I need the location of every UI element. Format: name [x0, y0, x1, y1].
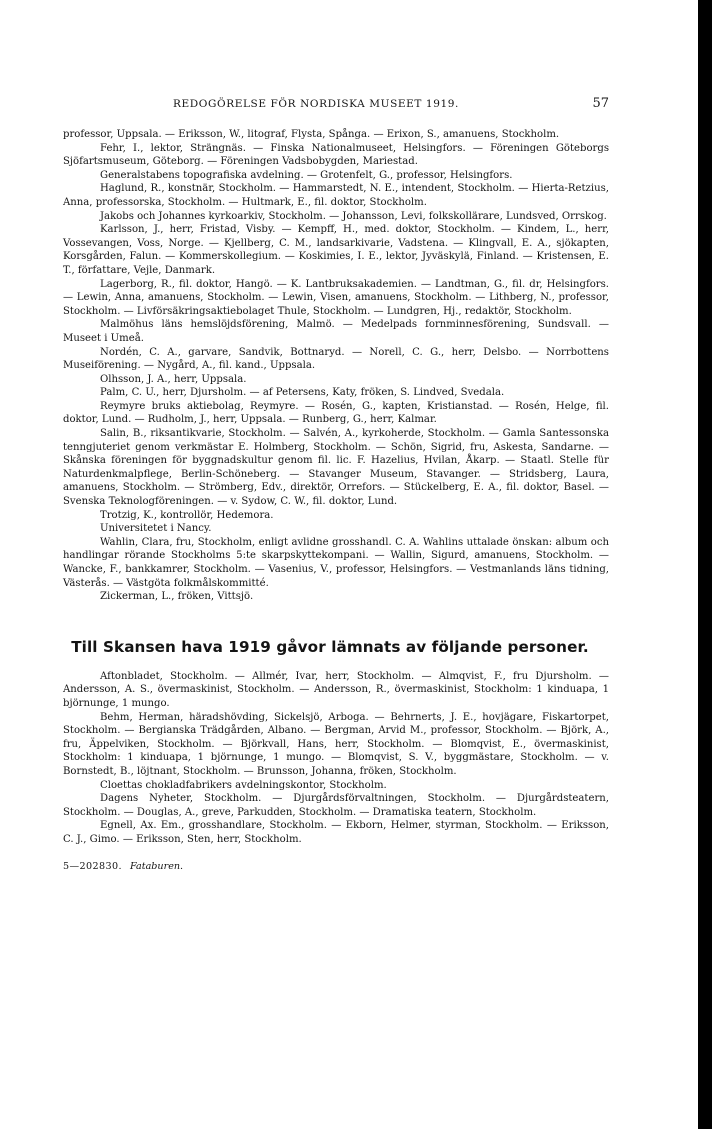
printer-signature — [63, 861, 609, 872]
paragraph: Reymyre bruks aktiebolag, Reymyre. — Rosén, G., kapten, Kristianstad. — Rosén, Helge, fil. doktor, Lund. — Rudholm, J., herr, Uppsala. — Runberg, G., herr, Kalmar. — [63, 400, 609, 426]
paragraph: Lagerborg, R., fil. doktor, Hangö. — K. Lantbruksakademien. — Landtman, G., fil. dr, Helsingfors. — Lewin, Anna, amanuens, Stockholm. — Lewin, Visen, amanuens, Stockholm. — Lithberg, N., professor, Stockholm. — Livförsäkringsaktiebolaget Thule, Stockholm. — Lundgren, Hj., redaktör, Stockholm. — [63, 278, 609, 317]
paragraph: Malmöhus läns hemslöjdsförening, Malmö. — Medelpads fornminnesförening, Sundsvall. — Museet i Umeå. — [63, 319, 609, 344]
paragraph: Universitetet i Nancy. — [100, 523, 212, 535]
signature-name: Fataburen. — [129, 860, 184, 872]
signature-code: 5—202830. — [63, 860, 122, 872]
donor-list-museum — [63, 128, 609, 604]
paragraph: Trotzig, K., kontrollör, Hedemora. — [100, 509, 274, 521]
paragraph: professor, Uppsala. — Eriksson, W., litograf, Flysta, Spånga. — Erixon, S., amanuens, Stockholm. — [63, 129, 560, 140]
document-page — [63, 96, 609, 872]
paragraph: Cloettas chokladfabrikers avdelningskontor, Stockholm. — [100, 779, 387, 791]
section-heading: Till Skansen hava 1919 gåvor lämnats av följande personer. — [71, 637, 589, 656]
paragraph: Salin, B., riksantikvarie, Stockholm. — Salvén, A., kyrkoherde, Stockholm. — Gamla Santessonska tenngjuteriet genom verkmästar E. Holmberg, Stockholm. — Schön, Sigrid, fru, Askesta, Sandarne. — Skånska föreningen för byggnadskultur genom fil. lic. F. Hazelius, Hvilan, Åkarp. — Staatl. Stelle für Naturdenkmalpflege, Berlin-Schöneberg. — Stavanger Museum, Stavanger. — Stridsberg, Laura, amanuens, Stockholm. — Strömberg, Edv., direktör, Orrefors. — Stückelberg, E. A., fil. doktor, Basel. — Svenska Teknologföreningen. — v. Sydow, C. W., fil. doktor, Lund. — [63, 428, 609, 508]
paragraph: Haglund, R., konstnär, Stockholm. — Hammarstedt, N. E., intendent, Stockholm. — Hierta-Retzius, Anna, professorska, Stockholm. — Hultmark, E., fil. doktor, Stockholm. — [63, 183, 609, 208]
paragraph: Behm, Herman, häradshövding, Sickelsjö, Arboga. — Behrnerts, J. E., hovjägare, Fiskartorpet, Stockholm. — Bergianska Trädgården, Albano. — Bergman, Arvid M., professor, Stockholm. — Björk, A., fru, Äppelviken, Stockholm. — Björkvall, Hans, herr, Stockholm. — Blomqvist, E., övermaskinist, Stockholm: 1 kinduapa, 1 björnunge, 1 mungo. — Blomqvist, S. V., byggmästare, Stockholm. — v. Bornstedt, B., löjtnant, Stockholm. — Brunsson, Johanna, fröken, Stockholm. — [63, 711, 609, 777]
running-head — [63, 96, 609, 114]
paragraph: Nordén, C. A., garvare, Sandvik, Bottnaryd. — Norell, C. G., herr, Delsbo. — Norrbottens Museiförening. — Nygård, A., fil. kand., Uppsala. — [63, 346, 609, 372]
paragraph: Dagens Nyheter, Stockholm. — Djurgårdsförvaltningen, Stockholm. — Djurgårdsteatern, Stockholm. — Douglas, A., greve, Parkudden, Stockholm. — Dramatiska teatern, Stockholm. — [63, 793, 609, 818]
paragraph: Fehr, I., lektor, Strängnäs. — Finska Nationalmuseet, Helsingfors. — Föreningen Göteborgs Sjöfartsmuseum, Göteborg. — Föreningen Vadsbobygden, Mariestad. — [63, 142, 609, 168]
paragraph: Egnell, Ax. Em., grosshandlare, Stockholm. — Ekborn, Helmer, styrman, Stockholm. — Eriksson, C. J., Gimo. — Eriksson, Sten, herr, Stockholm. — [63, 820, 609, 845]
paragraph: Aftonbladet, Stockholm. — Allmér, Ivar, herr, Stockholm. — Almqvist, F., fru Djursholm. — Andersson, A. S., övermaskinist, Stockholm. — Andersson, R., övermaskinist, Stockholm: 1 kinduapa, 1 björnunge, 1 mungo. — [63, 670, 609, 709]
paragraph: Olhsson, J. A., herr, Uppsala. — [100, 373, 247, 385]
paragraph: Jakobs och Johannes kyrkoarkiv, Stockholm. — Johansson, Levi, folkskollärare, Lundsved, Orrskog. — [100, 210, 607, 222]
paragraph: Zickerman, L., fröken, Vittsjö. — [100, 591, 254, 603]
donor-list-skansen — [63, 670, 609, 847]
scan-edge-bar — [698, 0, 712, 1129]
paragraph: Wahlin, Clara, fru, Stockholm, enligt avlidne grosshandl. C. A. Wahlins uttalade önskan: album och handlingar rörande Stockholms 5:te skarpskyttekompani. — Wallin, Sigurd, amanuens, Stockholm. — Wancke, F., bankkamrer, Stockholm. — Vasenius, V., professor, Helsingfors. — Vestmanlands läns tidning, Västerås. — Västgöta folkmålskommitté. — [63, 536, 609, 589]
paragraph: Generalstabens topografiska avdelning. — Grotenfelt, G., professor, Helsingfors. — [100, 169, 513, 181]
running-head-title: REDOGÖRELSE FÖR NORDISKA MUSEET 1919. — [173, 98, 459, 110]
paragraph: Karlsson, J., herr, Fristad, Visby. — Kempff, H., med. doktor, Stockholm. — Kindem, L., herr, Vossevangen, Voss, Norge. — Kjellberg, C. M., landsarkivarie, Vadstena. — Klingvall, E. A., sjökapten, Korsgården, Falun. — Kommerskollegium. — Koskimies, I. E., lektor, Jyväskylä, Finland. — Kristensen, E. T., författare, Vejle, Danmark. — [63, 224, 609, 276]
page-number: 57 — [592, 96, 609, 111]
paragraph: Palm, C. U., herr, Djursholm. — af Petersens, Katy, fröken, S. Lindved, Svedala. — [100, 387, 505, 399]
